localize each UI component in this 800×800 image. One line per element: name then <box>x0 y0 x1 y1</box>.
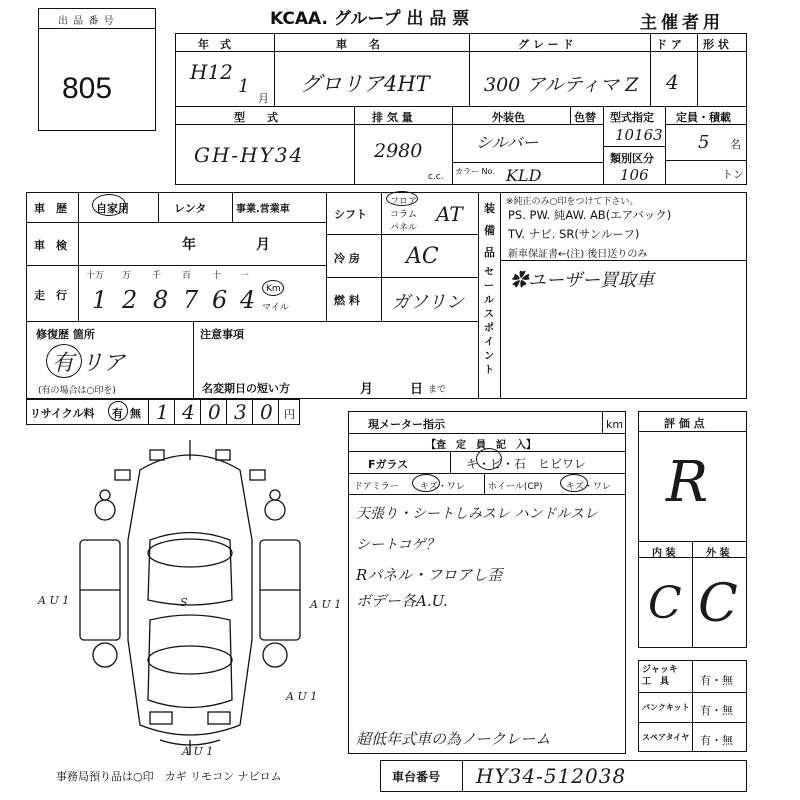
mileage-digit-4: 7 <box>183 286 199 314</box>
glass-selected-circle <box>476 448 502 470</box>
score-label: 評 価 点 <box>664 417 705 430</box>
expiry-suffix: まで <box>428 385 447 395</box>
color-value: シルバー <box>476 133 539 152</box>
ton-unit: トン <box>722 168 744 181</box>
equipment-line-3: 新車保証書←(注) 後日送りのみ <box>508 249 648 260</box>
diagram-mark-left: A U 1 <box>38 594 70 607</box>
car-name-label: 車 名 <box>336 38 380 51</box>
shift-option-column: コラム <box>390 210 417 220</box>
expiry-month: 月 <box>360 382 374 397</box>
interior-label: 内 装 <box>652 548 676 559</box>
type-designation-label: 型式指定 <box>610 111 654 124</box>
mirror-options: キズ・ワレ <box>420 482 465 492</box>
jack-tool-label: ジャッキ 工 具 <box>642 665 678 687</box>
glass-options: キ・ビ・石 ヒビワレ <box>466 457 587 471</box>
color-change-label: 色替 <box>574 111 596 124</box>
history-option-rental: レンタ <box>174 202 207 215</box>
month-value: 1 <box>238 76 250 97</box>
shift-option-floor: フロア <box>390 197 418 207</box>
car-name-value: グロリア4HT <box>300 72 430 96</box>
recycle-digit-4: 3 <box>234 400 247 424</box>
color-label: 外装色 <box>492 111 525 124</box>
wheel-options: キズ・ワレ <box>566 482 611 492</box>
puncture-kit-value: 有・無 <box>700 704 733 717</box>
puncture-kit-label: パンクキット <box>642 703 690 712</box>
shift-option-panel: パネル <box>390 223 418 233</box>
notes-label: 注意事項 <box>200 328 244 341</box>
inspection-note-4: ボデー各A.U. <box>356 592 448 610</box>
score-value: R <box>666 450 709 515</box>
grade-label: グ レ ー ド <box>518 38 574 51</box>
inspection-month: 月 <box>256 237 270 253</box>
expiry-day: 日 <box>410 382 424 397</box>
mirror-selected-circle <box>412 474 440 492</box>
mileage-label: 走 行 <box>34 289 67 302</box>
digit-label-100: 百 <box>182 271 192 281</box>
shift-value: AT <box>436 202 463 226</box>
mileage-digit-5: 6 <box>212 286 228 314</box>
recycle-digit-3: 0 <box>208 400 221 424</box>
form-title: KCAA. グループ 出 品 票 <box>270 9 470 29</box>
recycle-digit-1: 1 <box>156 400 169 424</box>
color-no-value: KLD <box>506 166 542 185</box>
inspection-note-1: 天張り・シートしみスレ ハンドルスレ <box>356 506 599 522</box>
recycle-digit-2: 4 <box>182 400 195 424</box>
lot-number-value: 805 <box>62 72 113 105</box>
equipment-line-1: PS. PW. 純AW. AB(エアバック) <box>508 208 672 222</box>
repair-value: 有 リア <box>52 351 125 376</box>
recycle-yen: 円 <box>284 408 295 421</box>
ac-value: AC <box>406 244 439 269</box>
spare-tire-value: 有・無 <box>700 734 733 747</box>
meter-label: 現メーター指示 <box>368 418 445 431</box>
diagram-mark-roof: S <box>180 596 188 609</box>
month-suffix: 月 <box>258 92 269 105</box>
recycle-option-no: 無 <box>130 407 141 420</box>
sales-point-label: セールスポイント <box>484 267 494 376</box>
ac-label: 冷 房 <box>334 252 360 265</box>
digit-label-10k: 万 <box>122 271 132 281</box>
digit-label-10: 十 <box>212 271 222 281</box>
history-label: 車 歴 <box>34 202 67 215</box>
recycle-label: リサイクル料 <box>30 407 95 420</box>
model-value: GH-HY34 <box>194 143 305 167</box>
recycle-option-yes: 有 <box>112 407 123 420</box>
diagram-mark-rear-right: A U 1 <box>286 690 318 703</box>
mileage-digit-3: 8 <box>153 286 169 314</box>
model-label: 型 式 <box>234 111 278 124</box>
digit-label-1: 一 <box>240 271 250 281</box>
repair-note: (有の場合は○印を) <box>38 386 116 396</box>
mileage-digit-2: 2 <box>122 286 138 314</box>
expiry-label: 名変期日の短い方 <box>202 382 290 395</box>
doors-label: ド ア <box>656 38 682 51</box>
fuel-label: 燃 料 <box>334 294 360 307</box>
mile-label: マイル <box>262 303 289 313</box>
glass-label: Fガラス <box>368 458 409 471</box>
equipment-line-2: TV. ナビ. SR(サンルーフ) <box>508 227 640 241</box>
sales-point-value: ✿ユーザー買取車 <box>510 270 654 291</box>
meter-km: km <box>606 418 624 431</box>
type-designation-value: 10163 <box>615 126 663 144</box>
capacity-label: 定員・積載 <box>676 111 731 124</box>
cc-unit: c.c. <box>428 172 444 182</box>
mileage-digit-6: 4 <box>240 286 256 314</box>
lot-number-label: 出 品 番 号 <box>58 16 115 27</box>
diagram-mark-right: A U 1 <box>310 598 342 611</box>
equipment-label: 装 備 品 <box>484 202 495 259</box>
digit-label-100k: 十万 <box>86 271 105 281</box>
class-label: 類別区分 <box>610 152 654 165</box>
shift-label: シフト <box>334 208 367 221</box>
exterior-value: C <box>698 574 738 634</box>
wheel-selected-circle <box>560 474 588 492</box>
recycle-digit-5: 0 <box>260 400 273 424</box>
mileage-digit-1: 1 <box>92 286 108 314</box>
chassis-label: 車台番号 <box>392 770 441 784</box>
inspection-note-5: 超低年式車の為ノークレーム <box>356 730 551 748</box>
doors-value: 4 <box>666 70 679 94</box>
diagram-mark-rear: A U 1 <box>182 745 214 758</box>
repair-label: 修復歴 箇所 <box>36 328 95 341</box>
inspection-note-2: シートコゲ？ <box>356 537 440 553</box>
history-option-commercial: 事業.営業車 <box>236 204 290 215</box>
color-no-label: カラー No. <box>455 167 495 176</box>
mirror-label: ドアミラー <box>354 482 399 492</box>
wheel-label: ホイール(CP) <box>488 482 543 492</box>
displacement-value: 2980 <box>374 140 423 162</box>
organizer-label: 主催者用 <box>640 13 724 33</box>
inspection-label: 車 検 <box>34 239 67 252</box>
spare-tire-label: スペアタイヤ <box>642 733 690 742</box>
shape-label: 形 状 <box>703 38 729 51</box>
chassis-value: HY34-512038 <box>476 764 627 788</box>
deposit-note: 事務局預り品は○印 カギ リモコン ナビロム <box>56 770 282 783</box>
capacity-unit: 名 <box>730 138 741 151</box>
equipment-note: ※純正のみ○印をつけて下さい。 <box>506 197 639 207</box>
fuel-value: ガソリン <box>392 292 464 313</box>
capacity-value: 5 <box>698 132 710 153</box>
grade-value: 300 アルティマ Z <box>484 74 639 96</box>
inspector-label: 【査 定 員 記 入】 <box>426 440 536 451</box>
interior-value: C <box>648 578 682 629</box>
class-value: 106 <box>620 166 649 184</box>
digit-label-1k: 千 <box>152 271 162 281</box>
inspection-note-3: Rパネル・フロアし歪 <box>356 566 503 584</box>
exterior-label: 外 装 <box>706 548 730 559</box>
history-option-private: 自家用 <box>96 202 129 215</box>
year-value: H12 <box>190 60 233 84</box>
km-label: Km <box>266 284 281 294</box>
jack-tool-value: 有・無 <box>700 674 733 687</box>
year-label: 年 式 <box>198 38 231 51</box>
displacement-label: 排 気 量 <box>372 111 413 124</box>
inspection-year: 年 <box>182 237 196 253</box>
